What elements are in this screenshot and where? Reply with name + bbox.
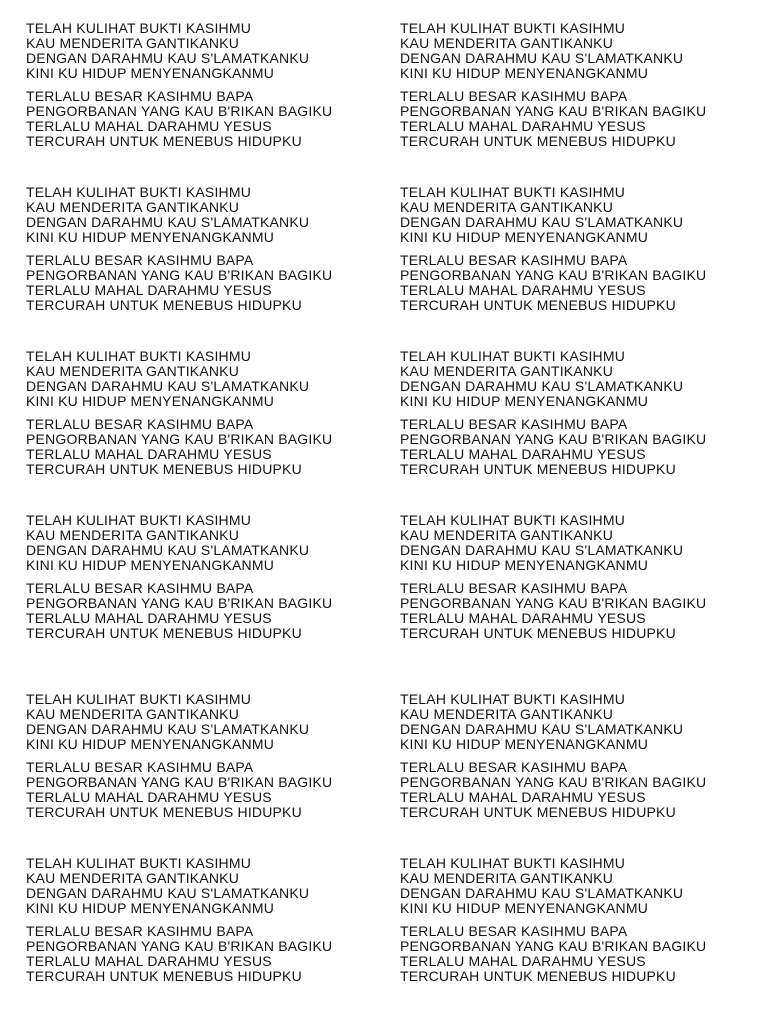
chorus-line: TERLALU BESAR KASIHMU BAPA	[26, 252, 254, 268]
lyric-block	[26, 856, 396, 984]
chorus-line: TERLALU MAHAL DARAHMU YESUS	[400, 610, 646, 626]
verse-stanza	[400, 349, 768, 409]
verse-stanza	[400, 856, 768, 916]
verse-line: KINI KU HIDUP MENYENANGKANMU	[26, 557, 275, 573]
verse-line: KINI KU HIDUP MENYENANGKANMU	[400, 229, 649, 245]
verse-stanza	[26, 349, 396, 409]
verse-line: TELAH KULIHAT BUKTI KASIHMU	[26, 20, 252, 36]
chorus-line: TERLALU MAHAL DARAHMU YESUS	[400, 953, 646, 969]
chorus-line: TERLALU BESAR KASIHMU BAPA	[26, 923, 254, 939]
verse-line: TELAH KULIHAT BUKTI KASIHMU	[26, 691, 252, 707]
verse-line: DENGAN DARAHMU KAU S'LAMATKANKU	[400, 721, 684, 737]
verse-line: DENGAN DARAHMU KAU S'LAMATKANKU	[400, 50, 684, 66]
lyric-block	[26, 349, 396, 477]
chorus-line: TERCURAH UNTUK MENEBUS HIDUPKU	[400, 804, 676, 820]
chorus-line: TERLALU BESAR KASIHMU BAPA	[26, 759, 254, 775]
lyric-block	[400, 692, 768, 820]
chorus-line: TERCURAH UNTUK MENEBUS HIDUPKU	[26, 968, 302, 984]
verse-line: KINI KU HIDUP MENYENANGKANMU	[400, 65, 649, 81]
chorus-line: TERLALU MAHAL DARAHMU YESUS	[26, 789, 272, 805]
lyric-block	[400, 185, 768, 313]
chorus-line: TERLALU MAHAL DARAHMU YESUS	[26, 610, 272, 626]
lyric-block	[400, 349, 768, 477]
verse-line: DENGAN DARAHMU KAU S'LAMATKANKU	[26, 378, 310, 394]
chorus-line: TERCURAH UNTUK MENEBUS HIDUPKU	[400, 968, 676, 984]
chorus-stanza	[26, 760, 396, 820]
verse-line: TELAH KULIHAT BUKTI KASIHMU	[400, 184, 626, 200]
chorus-line: PENGORBANAN YANG KAU B'RIKAN BAGIKU	[26, 774, 333, 790]
verse-line: KAU MENDERITA GANTIKANKU	[400, 363, 614, 379]
verse-line: KINI KU HIDUP MENYENANGKANMU	[400, 900, 649, 916]
chorus-line: TERLALU MAHAL DARAHMU YESUS	[400, 282, 646, 298]
verse-line: DENGAN DARAHMU KAU S'LAMATKANKU	[26, 542, 310, 558]
verse-line: KAU MENDERITA GANTIKANKU	[26, 527, 240, 543]
chorus-line: TERLALU BESAR KASIHMU BAPA	[26, 580, 254, 596]
verse-stanza	[400, 21, 768, 81]
chorus-line: TERLALU BESAR KASIHMU BAPA	[26, 88, 254, 104]
chorus-stanza	[26, 924, 396, 984]
verse-line: KINI KU HIDUP MENYENANGKANMU	[400, 736, 649, 752]
chorus-stanza	[400, 581, 768, 641]
chorus-line: PENGORBANAN YANG KAU B'RIKAN BAGIKU	[400, 103, 707, 119]
verse-line: TELAH KULIHAT BUKTI KASIHMU	[26, 512, 252, 528]
lyric-block	[400, 856, 768, 984]
chorus-line: TERLALU MAHAL DARAHMU YESUS	[400, 118, 646, 134]
verse-line: KAU MENDERITA GANTIKANKU	[26, 363, 240, 379]
verse-line: KAU MENDERITA GANTIKANKU	[400, 870, 614, 886]
verse-line: DENGAN DARAHMU KAU S'LAMATKANKU	[26, 50, 310, 66]
chorus-line: TERLALU BESAR KASIHMU BAPA	[400, 923, 628, 939]
verse-line: DENGAN DARAHMU KAU S'LAMATKANKU	[400, 214, 684, 230]
chorus-line: TERCURAH UNTUK MENEBUS HIDUPKU	[400, 297, 676, 313]
lyric-block	[400, 21, 768, 149]
lyric-block	[26, 185, 396, 313]
verse-stanza	[26, 185, 396, 245]
chorus-line: PENGORBANAN YANG KAU B'RIKAN BAGIKU	[400, 938, 707, 954]
chorus-line: TERLALU BESAR KASIHMU BAPA	[400, 88, 628, 104]
verse-line: TELAH KULIHAT BUKTI KASIHMU	[26, 855, 252, 871]
verse-line: DENGAN DARAHMU KAU S'LAMATKANKU	[400, 378, 684, 394]
verse-line: TELAH KULIHAT BUKTI KASIHMU	[400, 691, 626, 707]
verse-line: TELAH KULIHAT BUKTI KASIHMU	[400, 855, 626, 871]
chorus-line: TERCURAH UNTUK MENEBUS HIDUPKU	[26, 133, 302, 149]
verse-line: KAU MENDERITA GANTIKANKU	[26, 706, 240, 722]
chorus-line: TERLALU BESAR KASIHMU BAPA	[26, 416, 254, 432]
verse-line: TELAH KULIHAT BUKTI KASIHMU	[26, 184, 252, 200]
chorus-line: PENGORBANAN YANG KAU B'RIKAN BAGIKU	[26, 938, 333, 954]
verse-stanza	[400, 513, 768, 573]
verse-line: DENGAN DARAHMU KAU S'LAMATKANKU	[26, 721, 310, 737]
chorus-stanza	[400, 924, 768, 984]
verse-line: KINI KU HIDUP MENYENANGKANMU	[26, 900, 275, 916]
verse-stanza	[26, 856, 396, 916]
chorus-stanza	[26, 417, 396, 477]
chorus-line: TERCURAH UNTUK MENEBUS HIDUPKU	[400, 625, 676, 641]
verse-line: TELAH KULIHAT BUKTI KASIHMU	[400, 512, 626, 528]
chorus-line: PENGORBANAN YANG KAU B'RIKAN BAGIKU	[26, 595, 333, 611]
chorus-line: TERLALU BESAR KASIHMU BAPA	[400, 252, 628, 268]
chorus-stanza	[26, 89, 396, 149]
verse-stanza	[26, 692, 396, 752]
verse-line: KINI KU HIDUP MENYENANGKANMU	[400, 557, 649, 573]
verse-line: KINI KU HIDUP MENYENANGKANMU	[26, 736, 275, 752]
chorus-stanza	[400, 253, 768, 313]
lyric-block	[26, 692, 396, 820]
chorus-line: TERLALU MAHAL DARAHMU YESUS	[26, 118, 272, 134]
verse-stanza	[26, 513, 396, 573]
verse-line: KAU MENDERITA GANTIKANKU	[26, 870, 240, 886]
chorus-line: TERLALU MAHAL DARAHMU YESUS	[400, 446, 646, 462]
verse-line: KAU MENDERITA GANTIKANKU	[400, 199, 614, 215]
verse-line: TELAH KULIHAT BUKTI KASIHMU	[400, 20, 626, 36]
chorus-line: TERCURAH UNTUK MENEBUS HIDUPKU	[400, 461, 676, 477]
chorus-line: PENGORBANAN YANG KAU B'RIKAN BAGIKU	[400, 595, 707, 611]
verse-line: KAU MENDERITA GANTIKANKU	[26, 199, 240, 215]
verse-line: KAU MENDERITA GANTIKANKU	[400, 35, 614, 51]
verse-line: KINI KU HIDUP MENYENANGKANMU	[26, 229, 275, 245]
chorus-line: PENGORBANAN YANG KAU B'RIKAN BAGIKU	[400, 431, 707, 447]
chorus-line: TERLALU MAHAL DARAHMU YESUS	[26, 953, 272, 969]
verse-line: KAU MENDERITA GANTIKANKU	[26, 35, 240, 51]
chorus-stanza	[26, 581, 396, 641]
chorus-line: TERLALU MAHAL DARAHMU YESUS	[26, 282, 272, 298]
chorus-line: TERLALU BESAR KASIHMU BAPA	[400, 416, 628, 432]
chorus-line: TERCURAH UNTUK MENEBUS HIDUPKU	[400, 133, 676, 149]
chorus-line: PENGORBANAN YANG KAU B'RIKAN BAGIKU	[26, 103, 333, 119]
lyric-block	[26, 513, 396, 641]
chorus-line: TERLALU MAHAL DARAHMU YESUS	[26, 446, 272, 462]
verse-stanza	[400, 692, 768, 752]
chorus-stanza	[400, 760, 768, 820]
chorus-line: PENGORBANAN YANG KAU B'RIKAN BAGIKU	[26, 267, 333, 283]
verse-line: DENGAN DARAHMU KAU S'LAMATKANKU	[26, 885, 310, 901]
lyric-block	[400, 513, 768, 641]
chorus-stanza	[26, 253, 396, 313]
chorus-line: TERCURAH UNTUK MENEBUS HIDUPKU	[26, 625, 302, 641]
chorus-line: TERLALU BESAR KASIHMU BAPA	[400, 580, 628, 596]
chorus-line: TERLALU BESAR KASIHMU BAPA	[400, 759, 628, 775]
verse-line: TELAH KULIHAT BUKTI KASIHMU	[400, 348, 626, 364]
chorus-stanza	[400, 417, 768, 477]
verse-line: DENGAN DARAHMU KAU S'LAMATKANKU	[400, 542, 684, 558]
verse-line: TELAH KULIHAT BUKTI KASIHMU	[26, 348, 252, 364]
chorus-line: TERLALU MAHAL DARAHMU YESUS	[400, 789, 646, 805]
verse-line: KAU MENDERITA GANTIKANKU	[400, 527, 614, 543]
verse-line: KINI KU HIDUP MENYENANGKANMU	[26, 65, 275, 81]
chorus-line: TERCURAH UNTUK MENEBUS HIDUPKU	[26, 461, 302, 477]
lyric-block	[26, 21, 396, 149]
verse-stanza	[400, 185, 768, 245]
chorus-line: TERCURAH UNTUK MENEBUS HIDUPKU	[26, 804, 302, 820]
chorus-line: PENGORBANAN YANG KAU B'RIKAN BAGIKU	[400, 774, 707, 790]
chorus-line: PENGORBANAN YANG KAU B'RIKAN BAGIKU	[400, 267, 707, 283]
verse-stanza	[26, 21, 396, 81]
verse-line: DENGAN DARAHMU KAU S'LAMATKANKU	[26, 214, 310, 230]
verse-line: DENGAN DARAHMU KAU S'LAMATKANKU	[400, 885, 684, 901]
verse-line: KAU MENDERITA GANTIKANKU	[400, 706, 614, 722]
chorus-stanza	[400, 89, 768, 149]
verse-line: KINI KU HIDUP MENYENANGKANMU	[400, 393, 649, 409]
chorus-line: PENGORBANAN YANG KAU B'RIKAN BAGIKU	[26, 431, 333, 447]
chorus-line: TERCURAH UNTUK MENEBUS HIDUPKU	[26, 297, 302, 313]
verse-line: KINI KU HIDUP MENYENANGKANMU	[26, 393, 275, 409]
